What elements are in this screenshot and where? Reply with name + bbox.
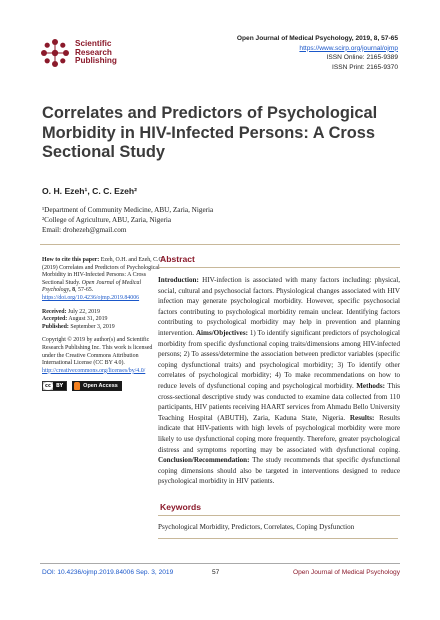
received-date: July 22, 2019: [66, 308, 100, 315]
copyright-text: Copyright © 2019 by author(s) and Scientific Research Publishing Inc. This work is licensed under the Creative Commons Attribution International License (CC BY 4.0).: [42, 337, 153, 367]
cc-icon: cc: [43, 382, 53, 390]
journal-url-link[interactable]: https://www.scirp.org/journal/ojmp: [299, 44, 398, 52]
footer-doi[interactable]: DOI: 10.4236/ojmp.2019.84006 Sep. 3, 2019: [42, 569, 174, 576]
copyright-block: [42, 337, 166, 375]
conclusion-text: The study recommends that specific dysfunctional coping dimensions should also be targeted in interventions designed to reduce psychological morbidity in HIV patients.: [158, 456, 400, 486]
affiliation-2: ²College of Agriculture, ABU, Zaria, Nigeria: [42, 216, 172, 224]
page-number: 57: [212, 569, 220, 576]
issn-print: ISSN Print: 2165-9370: [332, 63, 398, 71]
methods-text: This cross-sectional descriptive study was conducted to examine data collected from 110 participants, HIV patients receiving HAART services from Ahmadu Bello University Teaching Hospital (ABUTH), Zaria, Kaduna State, Nigeria.: [158, 381, 400, 422]
publisher-name-line: Research: [75, 47, 112, 57]
publisher-name-line: Publishing: [75, 56, 117, 66]
open-access-label: Open Access: [83, 382, 118, 389]
footer-divider: [40, 563, 400, 564]
journal-meta: [178, 34, 398, 72]
aims-label: Aims/Objectives:: [195, 328, 248, 337]
scientific-research-publishing-logo: [40, 38, 70, 68]
main-column: [158, 248, 400, 539]
accepted-date: August 31, 2019: [67, 316, 108, 323]
affiliations: [42, 205, 213, 235]
citation-block: [42, 257, 166, 303]
accepted-label: Accepted:: [42, 316, 68, 323]
open-access-lock-icon: [74, 382, 80, 390]
intro-text: HIV-infection is associated with many factors including: physical, social, cultural and psychosocial factors. Physiological changes associated with HIV infection may generate psychological morbidity. However, specific psychosocial factors contributing to psychological morbidity remain unclear. Identifying factors contributing to psychological morbidity may help in prevention and planning intervention.: [158, 276, 400, 337]
published-date: September 3, 2019: [68, 323, 115, 330]
keywords-heading: Keywords: [158, 496, 400, 516]
affiliation-1: ¹Department of Community Medicine, ABU, Zaria, Nigeria: [42, 206, 214, 214]
received-label: Received:: [42, 308, 67, 315]
dates-block: [42, 309, 166, 332]
publisher-name-line: Scientific: [75, 39, 112, 49]
abstract-heading: Abstract: [158, 248, 400, 268]
article-title: Correlates and Predictors of Psychological Morbidity in HIV-Infected Persons: A Cross Sectional Study: [42, 104, 378, 161]
cite-label: How to cite this paper:: [42, 257, 100, 263]
article-authors: O. H. Ezeh¹, C. C. Ezeh²: [42, 186, 138, 196]
by-label: BY: [53, 382, 66, 390]
cite-journal: Open Journal of Medical Psychology: [42, 279, 142, 294]
author-email: Email: drohezeh@gmail.com: [42, 226, 127, 234]
cite-pages: , 57-65.: [75, 287, 94, 294]
footer-journal-name: Open Journal of Medical Psychology: [292, 569, 400, 576]
license-link[interactable]: http://creativecommons.org/licenses/by/4.0/: [42, 367, 146, 374]
conclusion-label: Conclusion/Recommendation:: [158, 456, 250, 465]
divider: [158, 538, 398, 539]
license-badges: [42, 381, 166, 391]
methods-label: Methods:: [356, 381, 386, 390]
cite-doi-link[interactable]: https://doi.org/10.4236/ojmp.2019.84006: [42, 294, 140, 301]
aims-text: 1) To identify significant predictors of psychological morbidity from specific dysfunctional coping traits/dimensions among HIV-infected persons; 2) To assess/determine the association between predictor variables (specific coping dysfunctional traits) and psychological morbidity; 3) To identify other correlates of psychological morbidity; 4) To make recommendations on how to reduce levels of dysfunctional coping and psychological morbidity.: [158, 328, 400, 390]
published-label: Published:: [42, 323, 69, 330]
cite-volume: , 8: [69, 287, 76, 294]
cite-text: Ezeh, O.H. and Ezeh, C.C. (2019) Correlates and Predictors of Psychological Morbidity in HIV-Infected Persons: A Cross Sectional Study.: [42, 257, 164, 286]
open-access-badge[interactable]: [72, 381, 122, 391]
cc-by-badge[interactable]: [42, 381, 67, 391]
abstract-text: [158, 275, 400, 487]
keywords-text: Psychological Morbidity, Predictors, Correlates, Coping Dysfunction: [158, 522, 355, 531]
issn-online: ISSN Online: 2165-9389: [326, 54, 398, 62]
intro-label: Introduction:: [158, 276, 199, 284]
publisher-name: [75, 40, 117, 66]
divider: [40, 244, 400, 245]
journal-name: Open Journal of Medical Psychology, 2019, 8, 57-65: [236, 35, 398, 42]
sidebar: [42, 257, 166, 391]
results-text: Results indicate that HIV-patients with high levels of psychological morbidity were more likely to use dysfunctional coping more frequently. Therefore, greater psychological distress and symptoms reporting may be associated with dysfunctional coping.: [158, 413, 400, 454]
publisher-logo: [40, 36, 200, 70]
results-label: Results:: [349, 413, 375, 422]
